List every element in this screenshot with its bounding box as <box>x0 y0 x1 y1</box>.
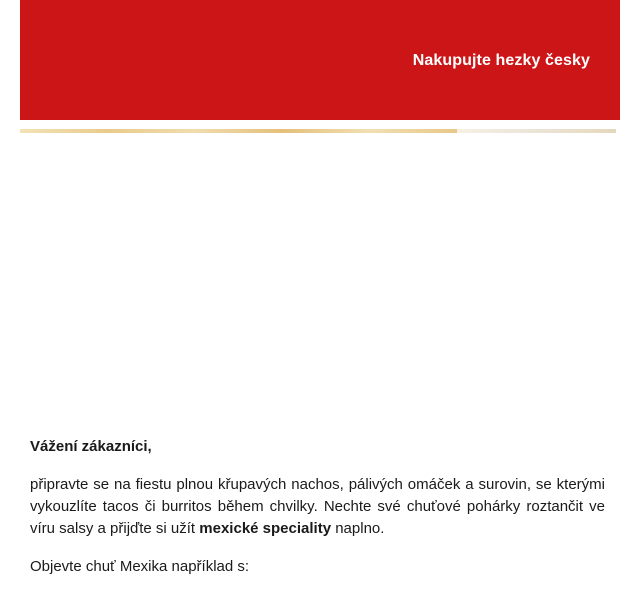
greeting: Vážení zákazníci, <box>30 438 152 455</box>
intro-text-end: naplno. <box>331 520 385 537</box>
intro-text-start: připravte se na fiestu plnou křupavých nachos, pálivých omáček a surovin, se kterými vykouzlíte tacos či burritos během chvilky. Nechte své chuťové pohárky roztančit ve víru salsy a přijďte si užít <box>30 476 605 537</box>
header-banner <box>20 0 620 120</box>
discover-paragraph: Objevte chuť Mexika například s: <box>30 558 250 575</box>
intro-text-highlight: mexické speciality <box>199 520 332 537</box>
email-content <box>30 436 605 594</box>
header-slogan: Nakupujte hezky česky <box>412 52 590 69</box>
hero-image-area <box>20 133 616 413</box>
intro-paragraph <box>30 474 605 540</box>
